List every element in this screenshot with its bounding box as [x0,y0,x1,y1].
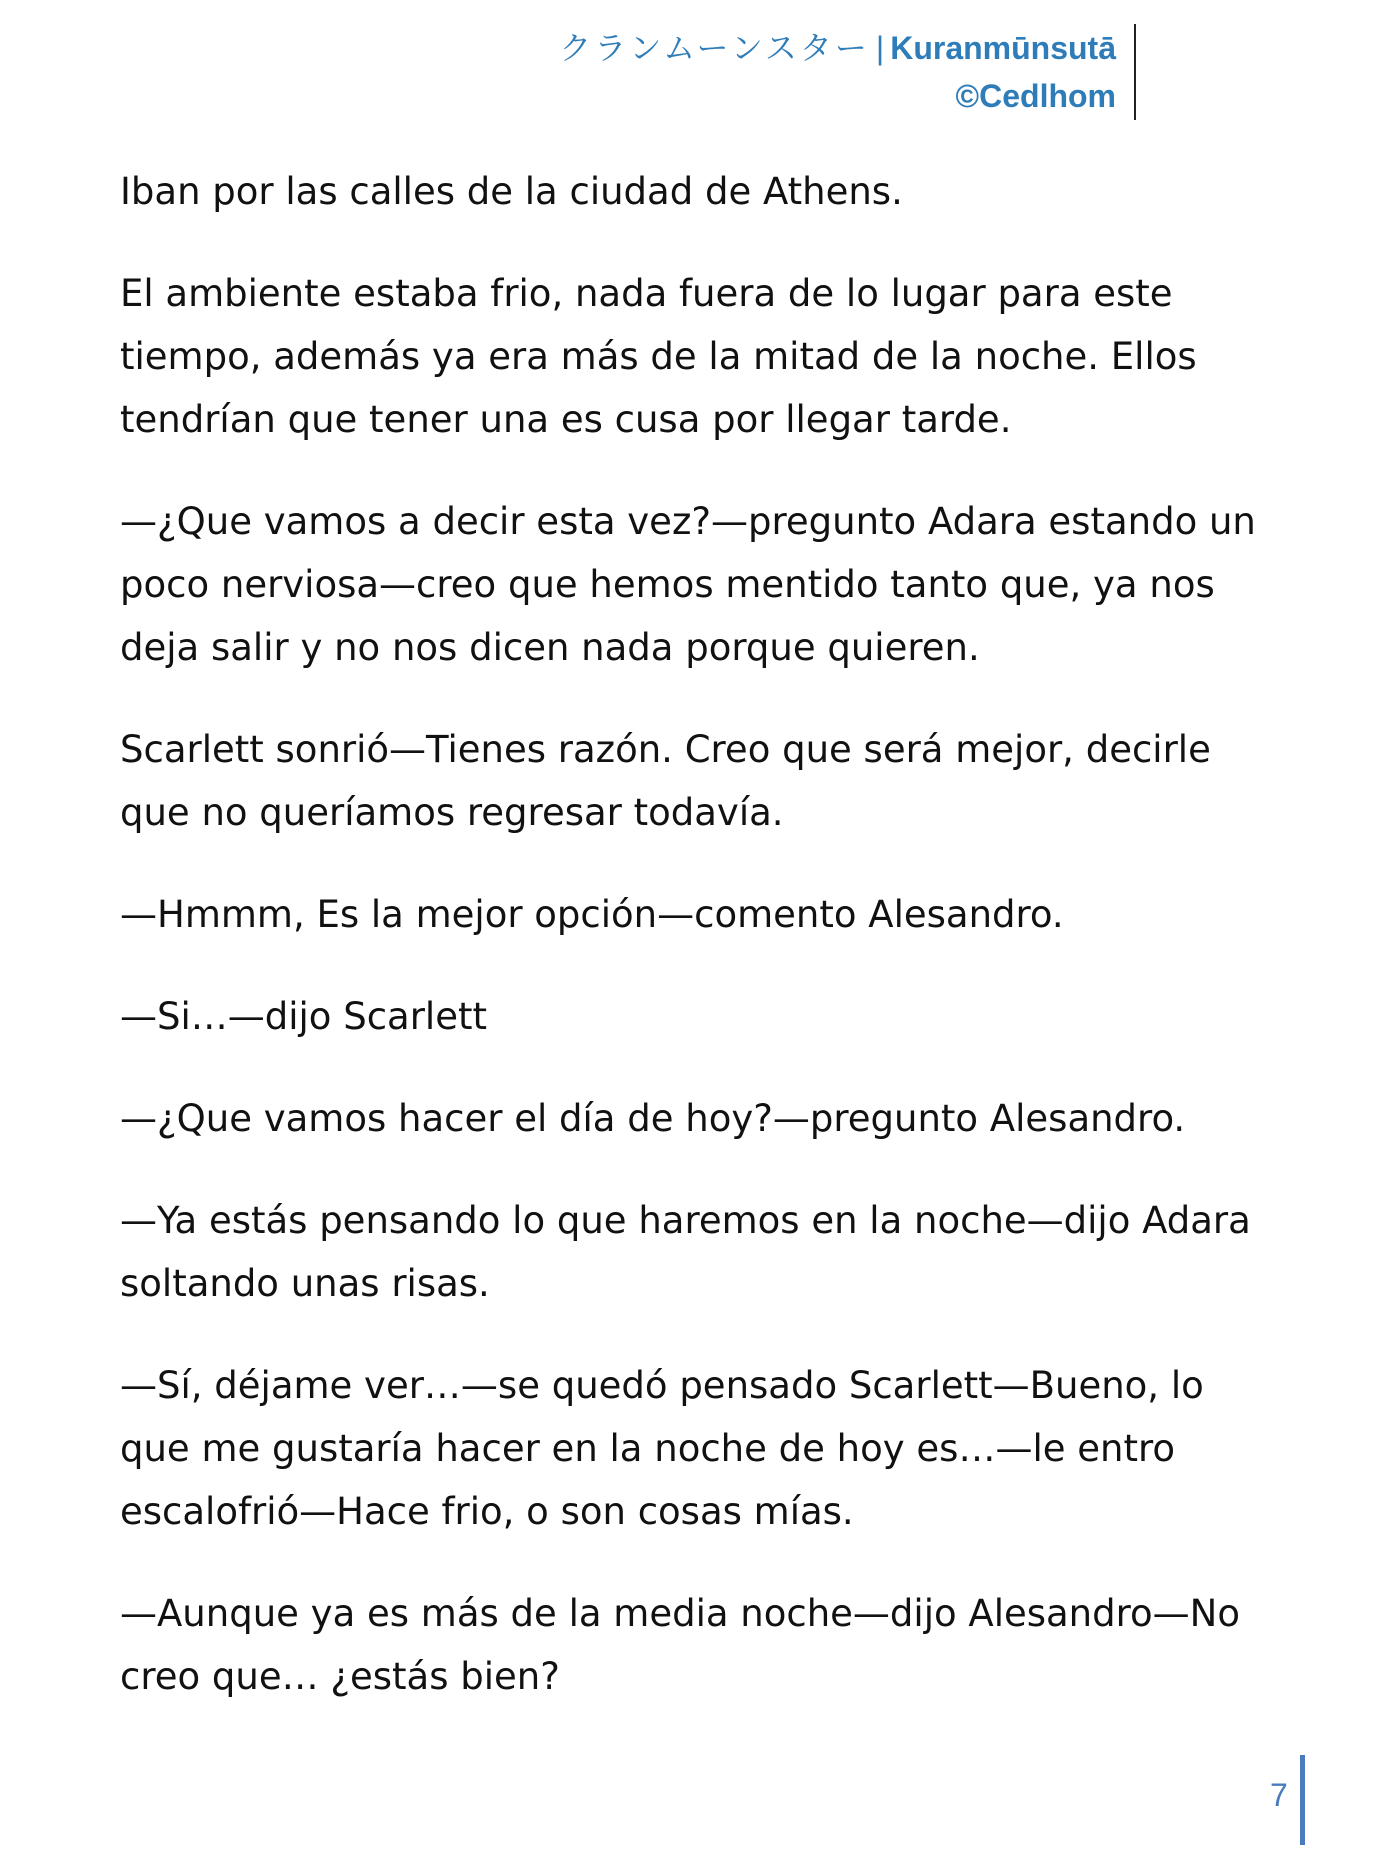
story-text [120,160,1280,1747]
page-number: 7 [1270,1755,1305,1845]
header-separator: | [875,30,885,66]
page-header [559,24,1136,120]
paragraph: —¿Que vamos hacer el día de hoy?—pregunto Alesandro. [120,1097,1186,1140]
romanized-title: Kuranmūnsutā [890,30,1116,66]
paragraph: —Ya estás pensando lo que haremos en la noche—dijo Adara soltando unas risas. [120,1199,1251,1305]
paragraph: —Sí, déjame ver…—se quedó pensado Scarlett—Bueno, lo que me gustaría hacer en la noche de hoy es…—le entro escalofrió—Hace frio, o son cosas mías. [120,1364,1204,1533]
paragraph: Scarlett sonrió—Tienes razón. Creo que será mejor, decirle que no queríamos regresar todavía. [120,728,1211,834]
copyright-notice: ©Cedlhom [955,78,1116,114]
paragraph: —Hmmm, Es la mejor opción—comento Alesandro. [120,893,1064,936]
paragraph: —Aunque ya es más de la media noche—dijo Alesandro—No creo que… ¿estás bien? [120,1592,1240,1698]
paragraph: Iban por las calles de la ciudad de Athens. [120,170,903,213]
paragraph: —Si…—dijo Scarlett [120,995,487,1038]
header-title-line [559,24,1116,72]
paragraph: —¿Que vamos a decir esta vez?—pregunto Adara estando un poco nerviosa—creo que hemos mentido tanto que, ya nos deja salir y no nos dicen nada porque quieren. [120,500,1256,669]
japanese-title: クランムーンスター [559,29,870,67]
paragraph: El ambiente estaba frio, nada fuera de lo lugar para este tiempo, además ya era más de la mitad de la noche. Ellos tendrían que tener una es cusa por llegar tarde. [120,272,1197,441]
